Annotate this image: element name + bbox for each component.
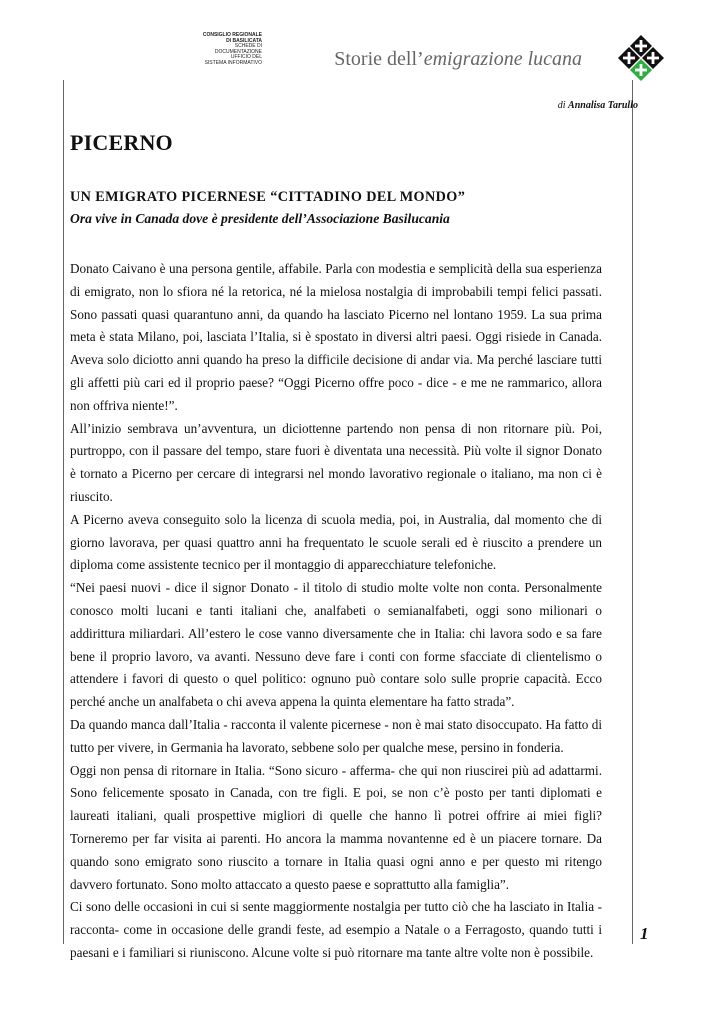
- byline-prefix: di: [557, 100, 566, 111]
- org-line: DI BASILICATA: [226, 37, 262, 44]
- paragraph: “Nei paesi nuovi - dice il signor Donato - il titolo di studio molte volte non conta. Personalmente conosco molti lucani e tanti italiani che, analfabeti o semianalfabeti, oggi sono milionari o addirittura miliardari. All’estero le cose vanno diversamente che in Italia: chi lavora sodo e sa fare bene il proprio lavoro, va avanti. Nessuno deve fare i conti con forme sfacciate di clientelismo o attendere i favori di questo o quel politico: ognuno può contare solo sulle proprie capacità. Ecco perché anche un analfabeta o chi aveva appena la quinta elementare ha fatto strada”.: [70, 580, 602, 710]
- article-body: [70, 258, 602, 965]
- paragraph: A Picerno aveva conseguito solo la licenza di scuola media, poi, in Australia, dal momento che di giorno lavorava, per quasi quattro anni ha frequentato le scuole serali ed è riuscito a prendere un diploma come assistente tecnico per il montaggio di apparecchiature telefoniche.: [70, 511, 602, 573]
- org-line: SCHEDE DI: [234, 43, 262, 50]
- left-margin-rule: [63, 80, 64, 944]
- series-title-prefix: Storie dell’: [334, 48, 424, 70]
- paragraph: All’inizio sembrava un’avventura, un diciottenne partendo non pensa di non ritornare più. Poi, purtroppo, con il passare del tempo, stare fuori è diventata una necessità. Più volte il signor Donato è tornato a Picerno per cercare di integrarsi nel mondo lavorativo regionale o italiano, ma non ci è riuscito.: [70, 420, 602, 504]
- paragraph: Ci sono delle occasioni in cui si sente maggiormente nostalgia per tutto ciò che ha lasciato in Italia - racconta- come in occasione delle grandi feste, ad esempio a Natale o a Ferragosto, quando tutti i paesani e i familiari si riuniscono. Alcune volte si può ritornare ma tante altre volte non è possibile.: [70, 899, 602, 960]
- org-line: SISTEMA INFORMATIVO: [204, 59, 262, 66]
- byline: [420, 100, 638, 111]
- org-line: CONSIGLIO REGIONALE: [202, 32, 262, 38]
- regional-council-logo-icon: [616, 34, 666, 84]
- article-subheadline: Ora vive in Canada dove è presidente dell’Associazione Basilucania: [70, 211, 450, 226]
- paragraph: Da quando manca dall’Italia - racconta il valente picernese - non è mai stato disoccupato. Ha fatto di tutto per vivere, in Germania ha lavorato, sebbene solo per qualche mese, persino in fonderia.: [70, 716, 602, 755]
- issuer-block: [180, 33, 262, 67]
- series-title: [300, 48, 582, 71]
- author-name: Annalisa Tarullo: [568, 100, 638, 111]
- article-headline: UN EMIGRATO PICERNESE “CITTADINO DEL MONDO”: [70, 189, 466, 205]
- org-line: DOCUMENTAZIONE: [214, 48, 262, 55]
- page-title: PICERNO: [70, 130, 173, 155]
- paragraph: Donato Caivano è una persona gentile, affabile. Parla con modestia e semplicità della sua esperienza di emigrato, non lo sfiora né la retorica, né la mielosa nostalgia di improbabili tempi felici passati. Sono passati quasi quarantuno anni, da quando ha lasciato Picerno nel lontano 1959. La sua prima meta è stata Milano, poi, lasciata l’Italia, si è spostato in diversi altri paesi. Oggi risiede in Canada. Aveva solo diciotto anni quando ha preso la difficile decisione di andar via. Ma perché lasciare tutti gli affetti più cari ed il proprio paese? “Oggi Picerno offre poco - dice - e me ne rammarico, allora non offriva niente!”.: [70, 261, 602, 413]
- paragraph: Oggi non pensa di ritornare in Italia. “Sono sicuro - afferma- che qui non riuscirei più ad adattarmi. Sono felicemente sposato in Canada, con tre figli. E poi, se non c’è posto per tanti diplomati e laureati italiani, quali prospettive migliori di quelle che hanno lì potrei offrire ai miei figli? Torneremo per far visita ai parenti. Ho ancora la mamma novantenne ed è un piacere tornare. Da quando sono emigrato sono riuscito a tornare in Italia quasi ogni anno e per questo mi ritengo davvero fortunato. Sono molto attaccato a questo paese e soprattutto alla famiglia”.: [70, 762, 602, 892]
- page-number: 1: [640, 924, 649, 943]
- org-line: UFFICIO DEL: [230, 54, 262, 61]
- right-margin-rule: [632, 80, 633, 944]
- series-title-italic: emigrazione lucana: [423, 48, 582, 70]
